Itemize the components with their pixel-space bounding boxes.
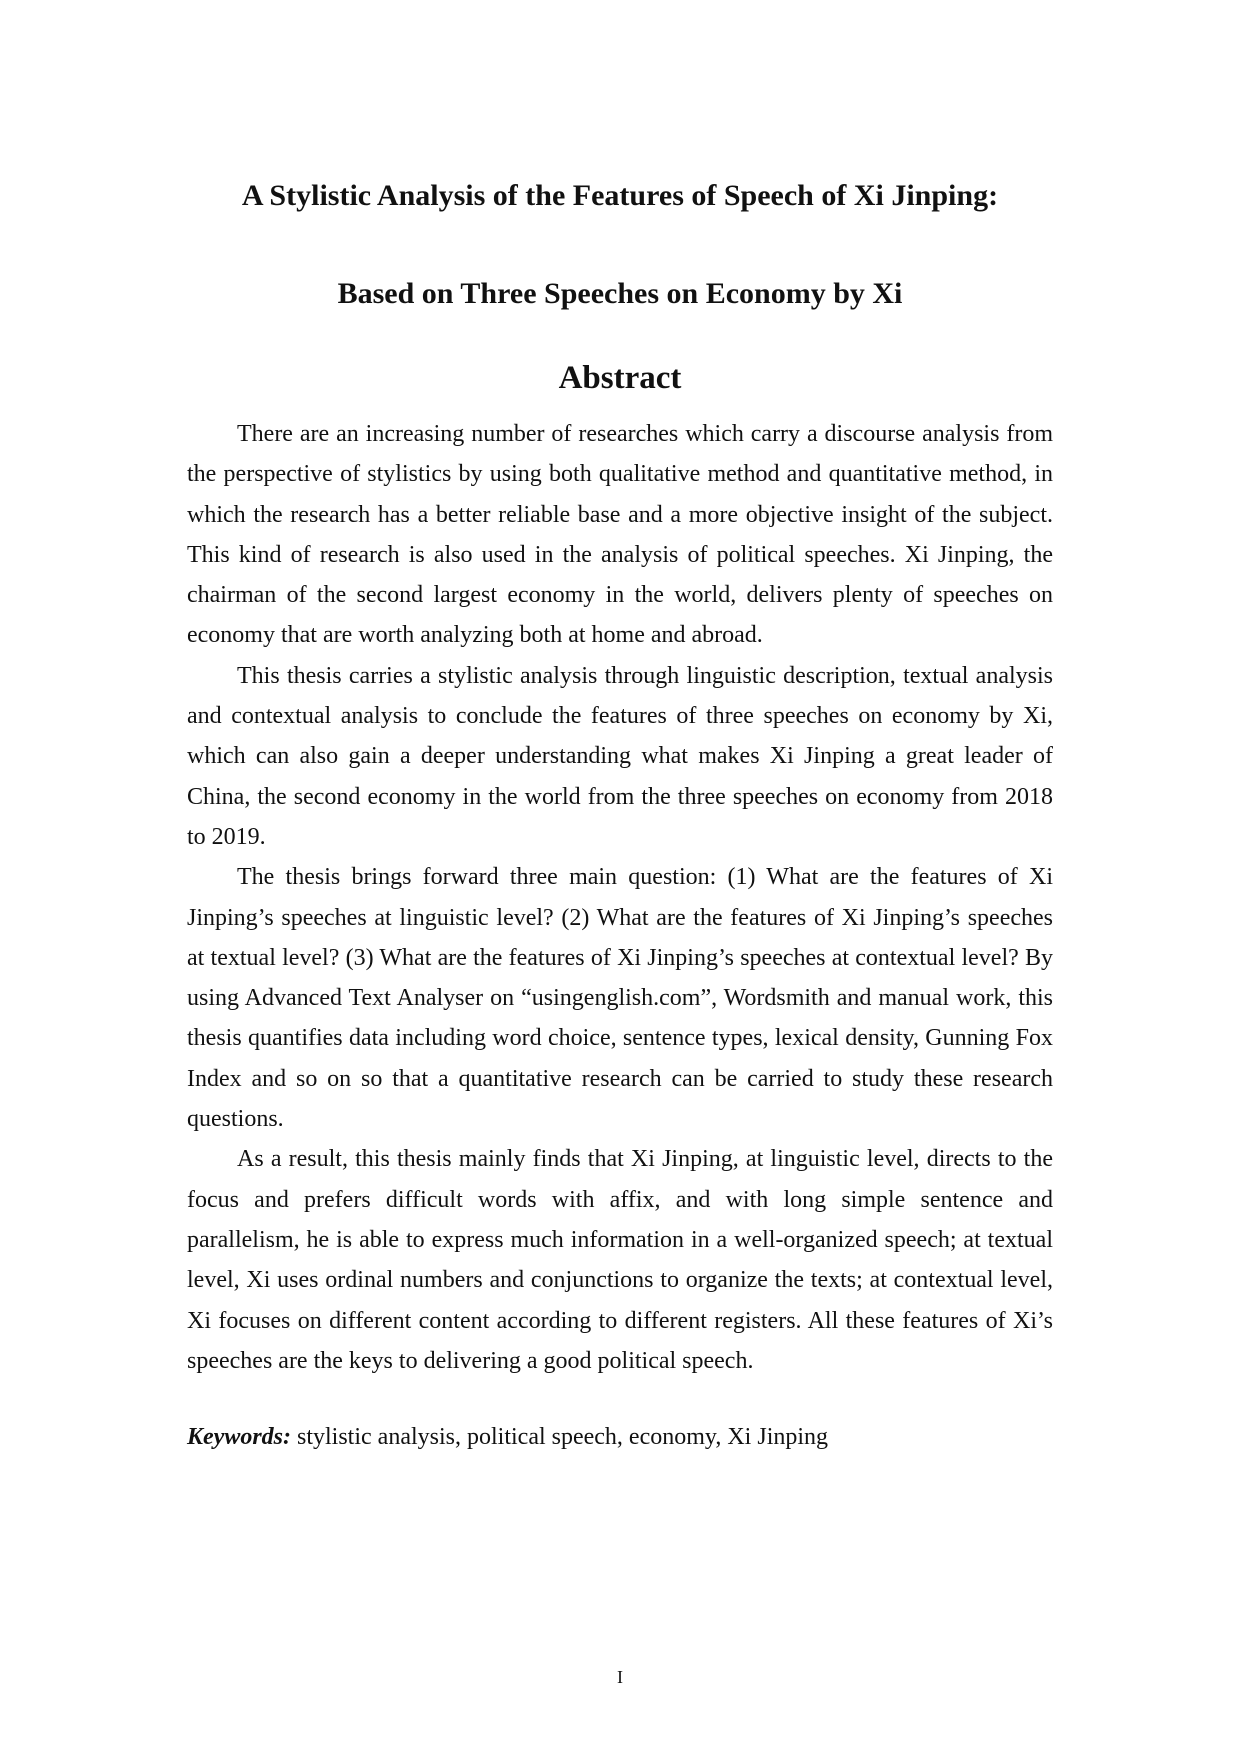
abstract-body — [187, 414, 1053, 1381]
abstract-paragraph-1: There are an increasing number of researches which carry a discourse analysis from the perspective of stylistics by using both qualitative method and quantitative method, in which the research has a better reliable base and a more objective insight of the subject. This kind of research is also used in the analysis of political speeches. Xi Jinping, the chairman of the second largest economy in the world, delivers plenty of speeches on economy that are worth analyzing both at home and abroad. — [187, 421, 1053, 649]
page-number: I — [617, 1667, 623, 1687]
title-line-2: Based on Three Speeches on Economy by Xi — [337, 277, 903, 310]
abstract-paragraph-3: The thesis brings forward three main question: (1) What are the features of Xi Jinping’s speeches at linguistic level? (2) What are the features of Xi Jinping’s speeches at textual level? (3) What are the features of Xi Jinping’s speeches at contextual level? By using Advanced Text Analyser on “usingenglish.com”, Wordsmith and manual work, this thesis quantifies data including word choice, sentence types, lexical density, Gunning Fox Index and so on so that a quantitative research can be carried to study these research questions. — [187, 864, 1053, 1133]
keywords-text: stylistic analysis, political speech, economy, Xi Jinping — [291, 1424, 829, 1450]
abstract-paragraph-2: This thesis carries a stylistic analysis through linguistic description, textual analysis and contextual analysis to conclude the features of three speeches on economy by Xi, which can also gain a deeper understanding what makes Xi Jinping a great leader of China, the second economy in the world from the three speeches on economy from 2018 to 2019. — [187, 662, 1053, 850]
keywords-line — [187, 1417, 1053, 1457]
abstract-heading: Abstract — [558, 360, 682, 396]
title-line-1: A Stylistic Analysis of the Features of Speech of Xi Jinping: — [241, 179, 999, 212]
keywords-label: Keywords: — [187, 1424, 291, 1450]
abstract-paragraph-4: As a result, this thesis mainly finds that Xi Jinping, at linguistic level, directs to the focus and prefers difficult words with affix, and with long simple sentence and parallelism, he is able to express much information in a well-organized speech; at textual level, Xi uses ordinal numbers and conjunctions to organize the texts; at contextual level, Xi focuses on different content according to different registers. All these features of Xi’s speeches are the keys to delivering a good political speech. — [187, 1146, 1053, 1374]
